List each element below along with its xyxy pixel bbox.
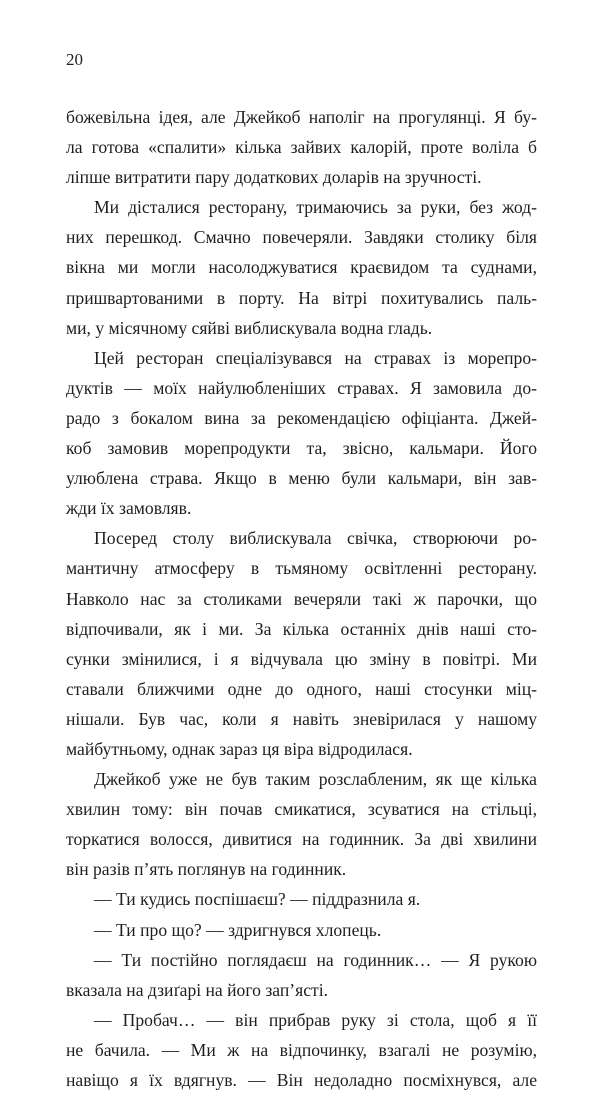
text-line: Посеред столу виблискувала свічка, створюючи ро- (94, 528, 537, 549)
text-line: вікна ми могли насолоджуватися краєвидом та суднами, (66, 257, 537, 278)
text-line: навіщо я їх вдягнув. — Він недоладно посміхнувся, але (66, 1070, 537, 1090)
text-line: — Ти постійно поглядаєш на годинник… — Я рукою (94, 949, 537, 970)
text-line: він разів п’ять поглянув на годинник. (66, 859, 347, 880)
text-line: пришвартованими в порту. На вітрі похитувались паль- (66, 287, 537, 308)
text-line: ліпше витратити пару додаткових доларів на зручності. (66, 167, 482, 188)
page-number: 20 (66, 50, 83, 69)
body-text (66, 102, 537, 1095)
text-line: коб замовив морепродукти та, звісно, кальмари. Його (66, 438, 537, 459)
text-line: Цей ресторан спеціалізувався на стравах із морепро- (94, 347, 537, 368)
text-line: дуктів — моїх найулюбленіших стравах. Я замовила до- (66, 377, 537, 398)
text-line: торкатися волосся, дивитися на годинник. За дві хвилини (66, 829, 537, 850)
text-line: мантичну атмосферу в тьмяному освітленні ресторану. (66, 558, 537, 579)
text-line: них перешкод. Смачно повечеряли. Завдяки столику біля (66, 227, 537, 248)
text-line: нішали. Був час, коли я навіть зневірилася у нашому (66, 708, 537, 729)
text-line: майбутньому, однак зараз ця віра відродилася. (66, 738, 413, 759)
text-line: жди їх замовляв. (66, 498, 192, 519)
text-line: ла готова «спалити» кілька зайвих калорій, проте воліла б (66, 137, 537, 158)
text-line: — Ти про що? — здригнувся хлопець. (94, 919, 382, 940)
text-line: вказала на дзиґарі на його зап’ясті. (66, 979, 329, 1000)
text-line: Ми дісталися ресторану, тримаючись за руки, без жод- (94, 197, 537, 218)
text-line: Джейкоб уже не був таким розслабленим, як ще кілька (94, 769, 537, 790)
text-line: улюблена страва. Якщо в меню були кальмари, він зав- (66, 468, 537, 489)
text-line: відпочивали, як і ми. За кілька останніх днів наші сто- (66, 618, 537, 639)
text-line: божевільна ідея, але Джейкоб наполіг на прогулянці. Я бу- (66, 107, 537, 127)
text-line: не бачила. — Ми ж на відпочинку, взагалі не розумію, (66, 1039, 537, 1060)
text-line: — Пробач… — він прибрав руку зі стола, щоб я її (94, 1009, 537, 1030)
text-line: хвилин тому: він почав смикатися, зсуватися на стільці, (66, 799, 537, 820)
text-line: сунки змінилися, і я відчувала цю зміну в повітрі. Ми (66, 648, 537, 669)
text-line: Навколо нас за столиками вечеряли такі ж парочки, що (66, 588, 537, 609)
text-line: ставали ближчими одне до одного, наші стосунки міц- (66, 678, 537, 699)
text-line: радо з бокалом вина за рекомендацією офіціанта. Джей- (66, 407, 537, 428)
text-line: — Ти кудись поспішаєш? — піддразнила я. (94, 889, 421, 910)
text-line: ми, у місячному сяйві виблискувала водна гладь. (66, 317, 433, 338)
